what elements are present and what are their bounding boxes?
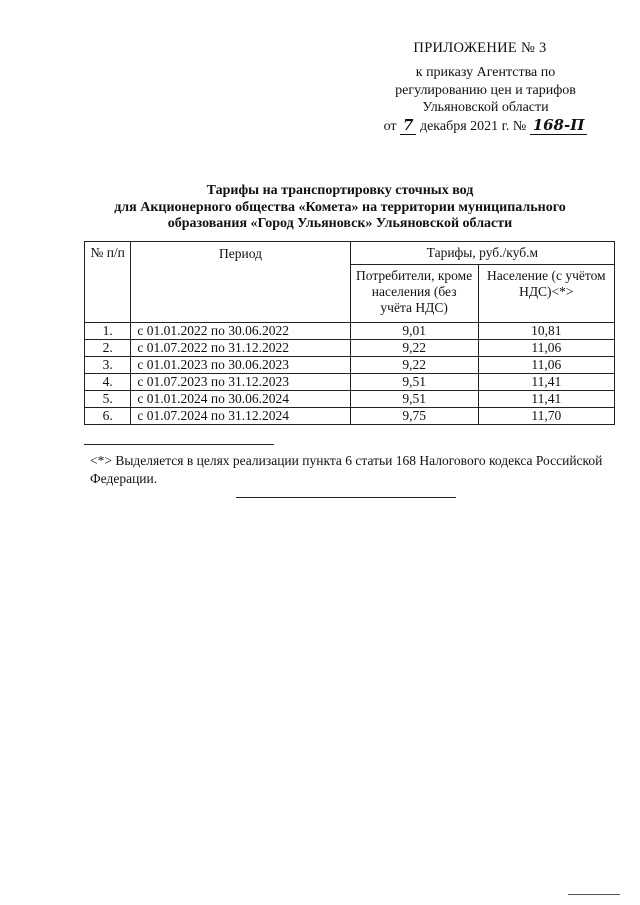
table-row [85,357,615,374]
header-tariffs: Тарифы, руб./куб.м [350,242,614,265]
appendix-title: ПРИЛОЖЕНИЕ № 3 [413,40,547,56]
row-population: 11,70 [478,408,614,425]
appendix-line-3: Ульяновской области [422,100,549,115]
row-period: с 01.07.2022 по 31.12.2022 [131,340,350,357]
table-row [85,340,615,357]
row-num: 5. [85,391,131,408]
row-period: с 01.07.2023 по 31.12.2023 [131,374,350,391]
table-header-row [85,242,615,265]
appendix-line-2: регулированию цен и тарифов [395,82,576,98]
row-num: 1. [85,323,131,340]
table-row [85,391,615,408]
row-consumers: 9,22 [350,340,478,357]
row-consumers: 9,22 [350,357,478,374]
title-line-3: образования «Город Ульяновск» Ульяновской области [167,216,513,231]
row-period: с 01.07.2024 по 31.12.2024 [131,408,350,425]
row-num: 2. [85,340,131,357]
row-num: 4. [85,374,131,391]
order-number-handwritten: 168-П [530,116,588,135]
corner-mark [568,894,620,895]
date-rest: декабря 2021 г. № [419,118,527,134]
row-population: 11,41 [478,374,614,391]
header-period: Период [131,242,350,323]
row-period: с 01.01.2024 по 30.06.2024 [131,391,350,408]
footnote: <*> Выделяется в целях реализации пункта 6 статьи 168 Налогового кодекса Российской Федерации. [90,453,603,486]
title-line-1: Тарифы на транспортировку сточных вод [206,183,474,198]
row-population: 11,06 [478,357,614,374]
header-num: № п/п [85,242,131,323]
row-num: 3. [85,357,131,374]
row-period: с 01.01.2022 по 30.06.2022 [131,323,350,340]
header-consumers: Потребители, кроме населения (без учёта НДС) [350,265,478,323]
row-num: 6. [85,408,131,425]
row-consumers: 9,01 [350,323,478,340]
date-day-handwritten: 7 [400,116,416,135]
row-period: с 01.01.2023 по 30.06.2023 [131,357,350,374]
table-row [85,323,615,340]
row-population: 10,81 [478,323,614,340]
appendix-date [378,117,593,136]
footnote-separator [84,444,274,445]
title-line-2: для Акционерного общества «Комета» на территории муниципального [114,199,566,215]
row-consumers: 9,75 [350,408,478,425]
tariff-table [84,241,615,425]
table-row [85,408,615,425]
table-row [85,374,615,391]
row-consumers: 9,51 [350,374,478,391]
end-line [236,497,456,498]
appendix-line-1: к приказу Агентства по [415,65,556,80]
header-population: Население (с учётом НДС)<*> [478,265,614,323]
date-prefix: от [383,118,397,134]
row-consumers: 9,51 [350,391,478,408]
row-population: 11,06 [478,340,614,357]
row-population: 11,41 [478,391,614,408]
document-title [80,183,600,233]
appendix-info [378,64,593,135]
